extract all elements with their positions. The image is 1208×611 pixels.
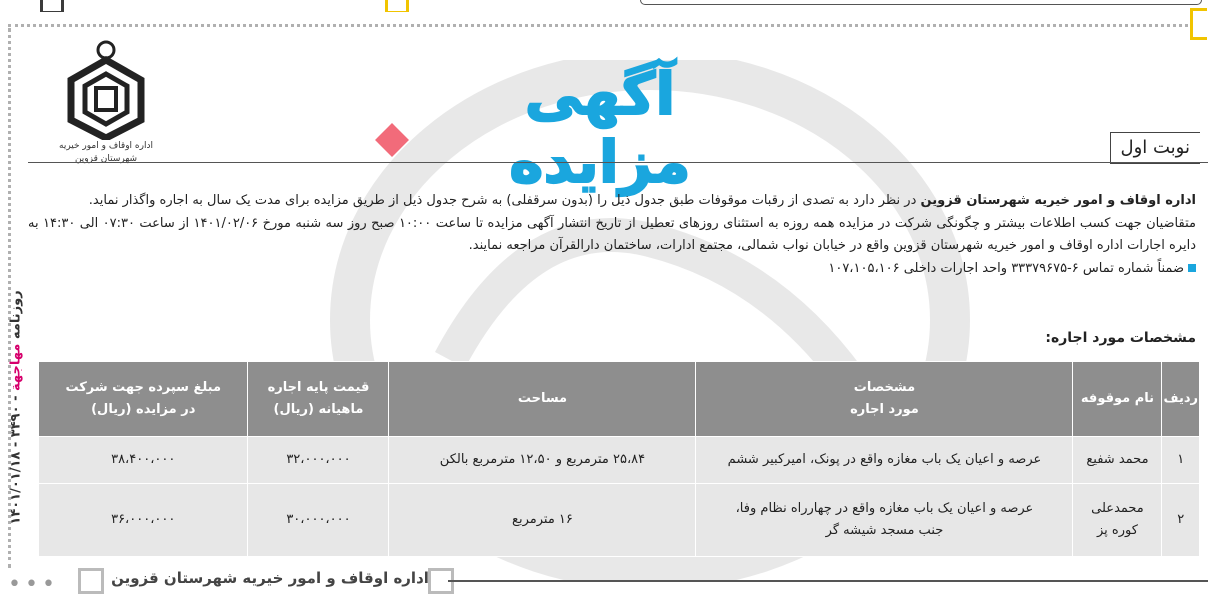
footer-box-left [78, 568, 104, 594]
footer-line [448, 580, 1208, 582]
cell-row-number: ۲ [1162, 484, 1200, 557]
cell-deposit: ۳۶،۰۰۰،۰۰۰ [39, 484, 248, 557]
table-header-row [39, 362, 1200, 437]
specs-heading: مشخصات مورد اجاره: [1045, 330, 1196, 346]
cell-endowment: محمد شفیع [1073, 437, 1162, 484]
side-label-meta: - ۳۴۹۰ - ۱۴۰۱/۰۱/۱۸ [8, 395, 24, 525]
endowment-emblem-icon [61, 40, 151, 140]
page-title [430, 60, 770, 196]
round-underline [28, 162, 1208, 163]
announcement-body [28, 190, 1196, 280]
bullet-square-icon [1188, 264, 1196, 272]
cell-row-number: ۱ [1162, 437, 1200, 484]
header-row-number: ردیف [1162, 362, 1200, 437]
cell-price: ۳۰،۰۰۰،۰۰۰ [248, 484, 389, 557]
paragraph-contact [28, 258, 1196, 281]
logo-caption: اداره اوقاف و امور خیریه شهرستان قزوین [59, 141, 153, 164]
top-square-dark [40, 0, 64, 12]
header-deposit-line1: مبلغ سپرده جهت شرکت [65, 380, 222, 395]
dotted-border-top [8, 24, 1188, 27]
cell-area: ۱۶ مترمربع [389, 484, 696, 557]
side-label-text [9, 258, 24, 558]
top-frame-line [640, 0, 1202, 5]
lease-table [38, 361, 1200, 557]
header-deposit-line2: در مزایده (ریال) [91, 402, 196, 417]
newspaper-side-label [4, 260, 24, 560]
footer-dots: ••• [8, 572, 59, 597]
org-name-bold: اداره اوقاف و امور خیریه شهرستان قزوین [920, 193, 1196, 208]
header-price [248, 362, 389, 437]
header-spec-line2: مورد اجاره [850, 402, 919, 417]
cell-spec-line2: جنب مسجد شیشه گر [825, 523, 944, 538]
title-text: آگهی مزایده [509, 60, 691, 196]
cell-spec [696, 484, 1073, 557]
cell-endowment-line1: محمدعلی [1091, 501, 1144, 516]
endowment-logo [56, 40, 156, 180]
top-strip [0, 0, 1208, 12]
header-spec-line1: مشخصات [853, 380, 916, 395]
cell-price: ۳۲،۰۰۰،۰۰۰ [248, 437, 389, 484]
cell-endowment [1073, 484, 1162, 557]
footer [8, 566, 1188, 596]
cell-endowment-line2: کوره پز [1097, 523, 1138, 538]
paragraph-intro [28, 190, 1196, 213]
paragraph-instructions: متقاضیان جهت کسب اطلاعات بیشتر و چگونگی شرکت در مزایده همه روزه به استثنای روزهای تعطیل از تاریخ انتشار آگهی مزایده تا ساعت ۱۰:۰۰ صبح روز سه شنبه مورخ ۱۴۰۱/۰۲/۰۶ از ساعت ۰۷:۳۰ الی ۱۴:۳۰ به دایره اجارات اداره اوقاف و امور خیریه شهرستان قزوین واقع در خیابان نواب شمالی، مجتمع ادارات، ساختمان دارالقرآن مراجعه نمایند. [28, 215, 1196, 253]
pink-diamond-decoration [375, 123, 409, 157]
cell-spec-line1: عرصه و اعیان یک باب مغازه واقع در چهارراه نظام وفا، [735, 501, 1034, 516]
cell-area: ۲۵،۸۴ مترمربع و ۱۲،۵۰ مترمربع بالکن [389, 437, 696, 484]
cell-deposit: ۳۸،۴۰۰،۰۰۰ [39, 437, 248, 484]
header-price-line1: قیمت پایه اجاره [267, 380, 370, 395]
side-label-brand: مهاجهة [8, 343, 24, 391]
header-price-line2: ماهیانه (ریال) [273, 402, 364, 417]
side-label-name: روزنامه [8, 290, 24, 340]
cell-spec: عرصه و اعیان یک باب مغازه واقع در پونک، امیرکبیر ششم [696, 437, 1073, 484]
header-deposit [39, 362, 248, 437]
header-spec [696, 362, 1073, 437]
top-square-yellow [385, 0, 409, 12]
intro-text: در نظر دارد به تصدی از رقبات موقوفات طبق جدول ذیل را (بدون سرقفلی) به شرح جدول ذیل از طریق مزایده برای مدت یک سال به اجاره واگذار نماید. [88, 193, 917, 208]
header-area: مساحت [389, 362, 696, 437]
footer-org-name: اداره اوقاف و امور خیریه شهرستان قزوین [111, 569, 429, 587]
table-row [39, 484, 1200, 557]
header-endowment: نام موقوفه [1073, 362, 1162, 437]
table-row [39, 437, 1200, 484]
corner-bracket [1190, 8, 1207, 40]
contact-text: ضمناً شماره تماس ۶-۳۳۳۷۹۶۷۵ واحد اجارات داخلی ۱۰۷،۱۰۵،۱۰۶ [828, 260, 1184, 276]
round-badge: نوبت اول [1110, 132, 1201, 164]
